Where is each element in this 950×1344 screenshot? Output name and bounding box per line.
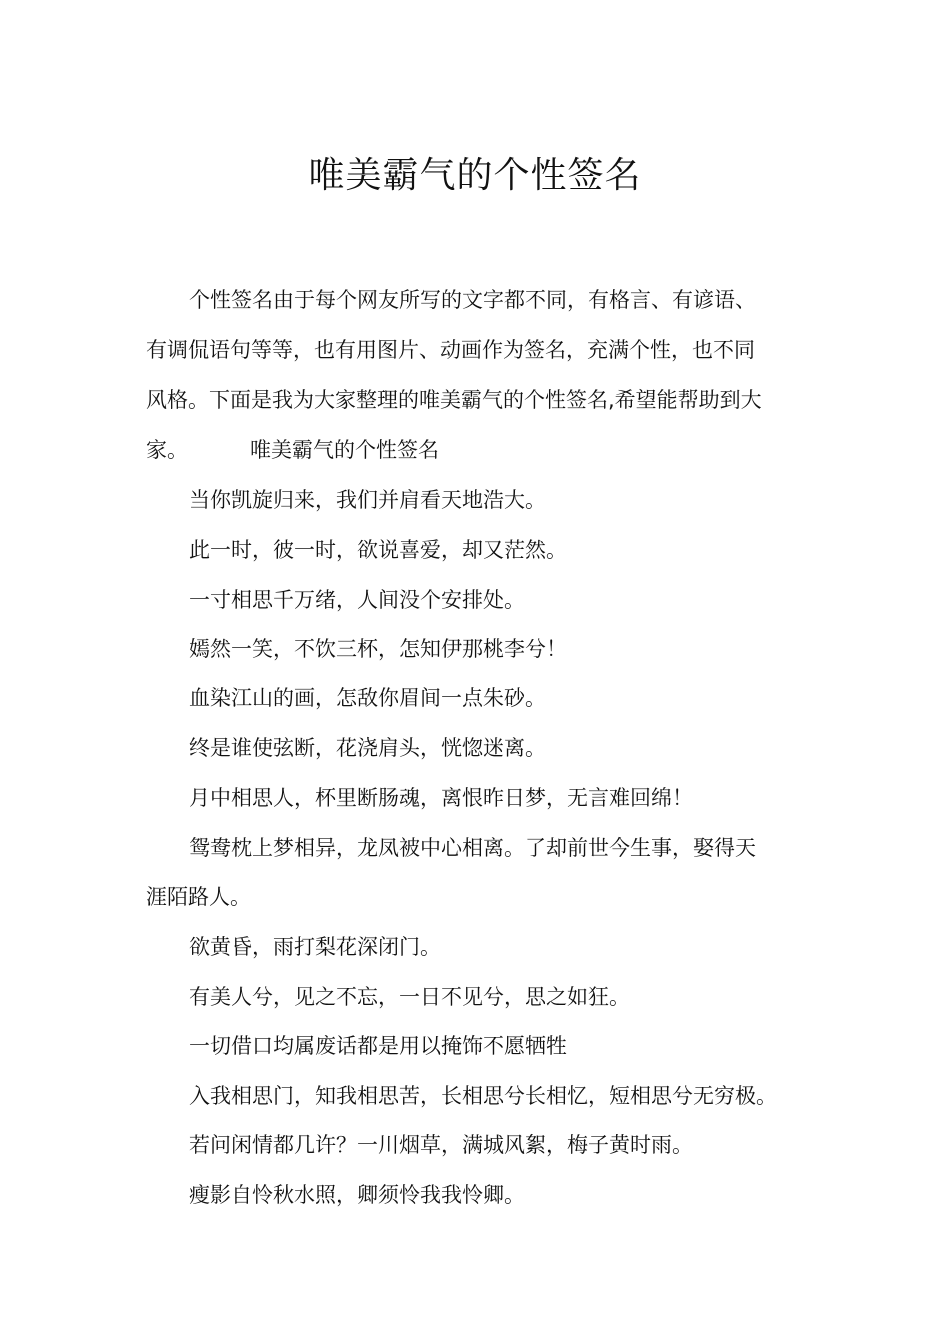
section-subtitle: 唯美霸气的个性签名	[250, 438, 439, 462]
signature-line-13: 若问闲情都几许？一川烟草，满城风絮，梅子黄时雨。	[189, 1133, 693, 1157]
signature-line-4: 嫣然一笑，不饮三杯，怎知伊那桃李兮！	[189, 637, 567, 661]
signature-line-2: 此一时，彼一时，欲说喜爱，却又茫然。	[189, 538, 567, 562]
signature-line-8-cont: 涯陌路人。	[146, 885, 251, 909]
signature-line-14: 瘦影自怜秋水照，卿须怜我我怜卿。	[189, 1183, 525, 1207]
signature-line-3: 一寸相思千万绪，人间没个安排处。	[189, 588, 525, 612]
signature-line-8: 鸳鸯枕上梦相异，龙凤被中心相离。了却前世今生事，娶得天	[189, 836, 756, 860]
intro-line-2: 有调侃语句等等，也有用图片、动画作为签名，充满个性，也不同	[146, 338, 755, 362]
intro-line-4	[146, 425, 810, 475]
signature-line-7: 月中相思人，杯里断肠魂，离恨昨日梦，无言难回绵！	[189, 786, 693, 810]
signature-line-12: 入我相思门，知我相思苦，长相思兮长相忆，短相思兮无穷极。	[189, 1084, 777, 1108]
signature-line-5: 血染江山的画，怎敌你眉间一点朱砂。	[189, 686, 546, 710]
signature-line-6: 终是谁使弦断，花浇肩头，恍惚迷离。	[189, 736, 546, 760]
signature-line-1: 当你凯旋归来，我们并肩看天地浩大。	[189, 488, 546, 512]
signature-line-10: 有美人兮，见之不忘，一日不见兮，思之如狂。	[189, 985, 630, 1009]
intro-tail: 家。	[146, 438, 188, 462]
signature-line-11: 一切借口均属废话都是用以掩饰不愿牺牲	[189, 1034, 567, 1058]
document-title: 唯美霸气的个性签名	[308, 155, 642, 197]
intro-line-3: 风格。下面是我为大家整理的唯美霸气的个性签名,希望能帮助到大	[146, 388, 762, 412]
intro-line-1: 个性签名由于每个网友所写的文字都不同，有格言、有谚语、	[189, 288, 756, 312]
signature-line-9: 欲黄昏，雨打梨花深闭门。	[189, 935, 441, 959]
